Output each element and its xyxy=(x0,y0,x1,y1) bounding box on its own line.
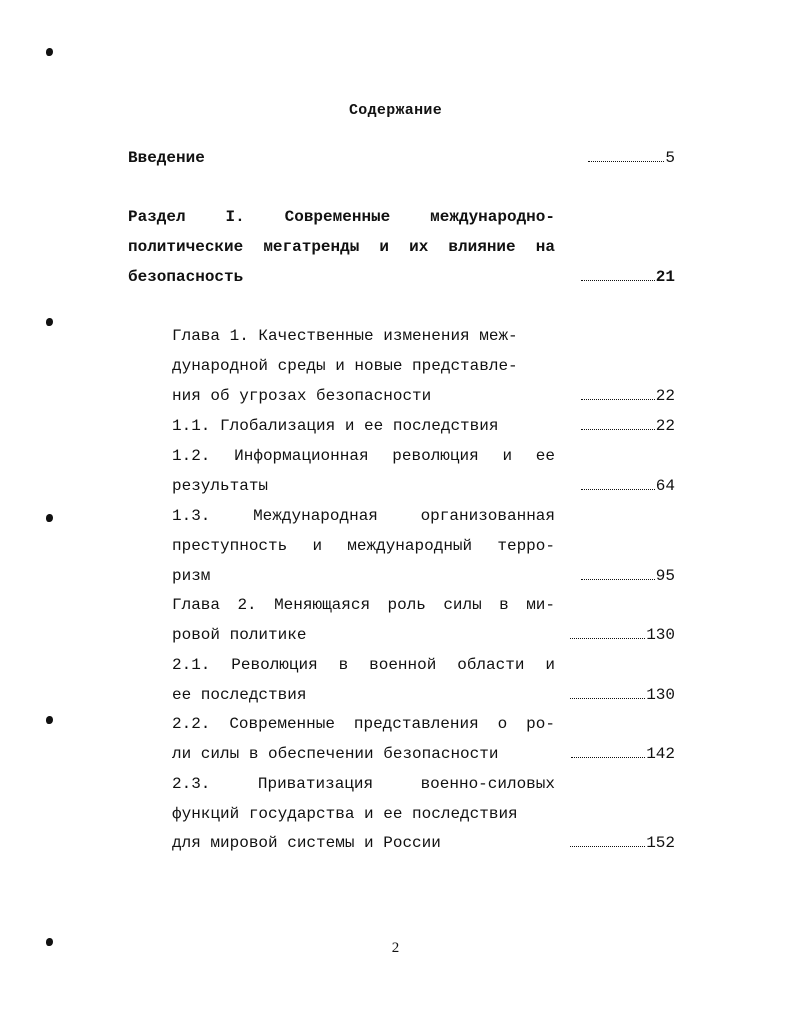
toc-section1-line1: Раздел I. Современные международно- xyxy=(128,208,555,226)
toc-item-1-2-page xyxy=(581,476,675,496)
page-number: 95 xyxy=(655,567,675,585)
toc-item-1-2-line1: 1.2. Информационная революция и ее xyxy=(172,447,555,465)
toc-item-1-3-line3: ризм xyxy=(172,567,211,585)
toc-item-1-3-page xyxy=(581,566,675,586)
toc-item-2-1-line2: ее последствия xyxy=(172,686,307,704)
toc-item-2-2-page xyxy=(571,744,675,764)
toc-intro-label: Введение xyxy=(128,149,205,167)
toc-item-2-3-line3: для мировой системы и России xyxy=(172,834,441,852)
scan-mark-icon xyxy=(46,318,53,326)
toc-item-2-2-line1: 2.2. Современные представления о ро- xyxy=(172,715,555,733)
toc-section1-page xyxy=(581,267,675,287)
page-number: 142 xyxy=(646,745,675,763)
toc-chapter1-line2: дународной среды и новые представле- xyxy=(172,357,518,375)
toc-chapter2-line2: ровой политике xyxy=(172,626,307,644)
page-number: 21 xyxy=(655,268,675,286)
page-number: 130 xyxy=(646,626,675,644)
scan-mark-icon xyxy=(46,716,53,724)
toc-item-2-1-page xyxy=(570,685,675,705)
toc-item-1-3-line2: преступность и международный терро- xyxy=(172,537,555,555)
toc-item-1-3-line1: 1.3. Международная организованная xyxy=(172,507,555,525)
toc-item-2-3-line2: функций государства и ее последствия xyxy=(172,805,518,823)
toc-chapter2-page xyxy=(570,625,675,645)
toc-section1-line2: политические мегатренды и их влияние на xyxy=(128,238,555,256)
scan-mark-icon xyxy=(46,48,53,56)
footer-page-number: 2 xyxy=(391,940,400,956)
page-number: 22 xyxy=(655,387,675,405)
toc-section1-line3: безопасность xyxy=(128,268,244,286)
page-number: 130 xyxy=(646,686,675,704)
toc-item-2-3-line1: 2.3. Приватизация военно-силовых xyxy=(172,775,555,793)
toc-item-1-1-line1: 1.1. Глобализация и ее последствия xyxy=(172,417,499,435)
page-title: Содержание xyxy=(348,102,442,119)
toc-item-2-1-line1: 2.1. Революция в военной области и xyxy=(172,656,555,674)
toc-item-1-2-line2: результаты xyxy=(172,477,269,495)
toc-item-1-1-page xyxy=(581,416,675,436)
page-number: 5 xyxy=(665,149,675,167)
scan-mark-icon xyxy=(46,514,53,522)
toc-chapter2-line1: Глава 2. Меняющаяся роль силы в ми- xyxy=(172,596,555,614)
toc-item-2-3-page xyxy=(570,833,675,853)
page-number: 64 xyxy=(655,477,675,495)
toc-chapter1-page xyxy=(581,386,675,406)
page-number: 22 xyxy=(655,417,675,435)
toc-chapter1-line1: Глава 1. Качественные изменения меж- xyxy=(172,327,518,345)
toc-item-2-2-line2: ли силы в обеспечении безопасности xyxy=(172,745,499,763)
toc-intro-page xyxy=(588,148,675,168)
page-number: 152 xyxy=(646,834,675,852)
toc-chapter1-line3: ния об угрозах безопасности xyxy=(172,387,432,405)
